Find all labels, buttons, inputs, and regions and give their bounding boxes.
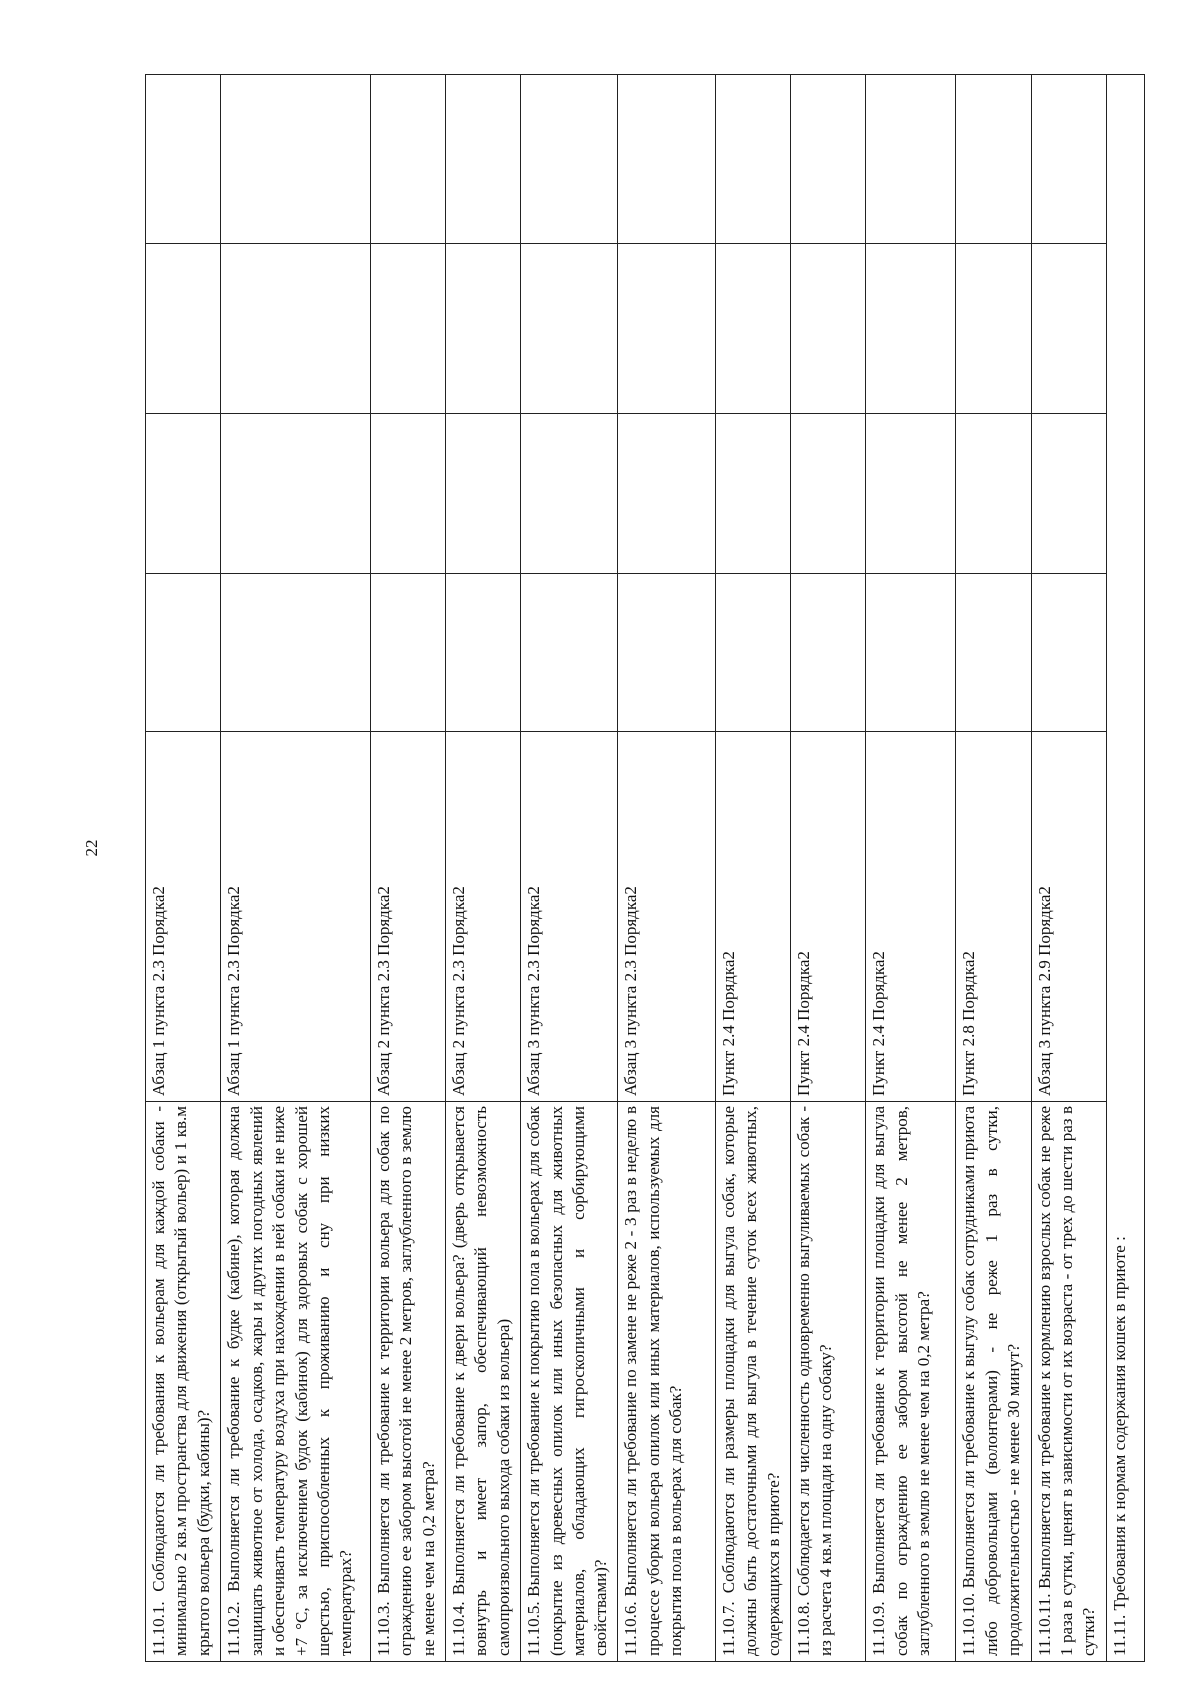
answer-cell[interactable] xyxy=(866,574,956,732)
comment-cell[interactable] xyxy=(956,75,1031,244)
answer-cell[interactable] xyxy=(221,414,370,574)
answer-cell[interactable] xyxy=(370,574,445,732)
reference-cell: Абзац 3 пункта 2.3 Порядка2 xyxy=(618,732,715,1102)
question-cell: 11.10.7. Соблюдаются ли размеры площадки для выгула собак, которые должны быть достаточными для выгула в течение суток всех животных, содержащихся в приюте? xyxy=(715,1102,790,1662)
answer-cell[interactable] xyxy=(715,244,790,414)
comment-cell[interactable] xyxy=(445,75,520,244)
answer-cell[interactable] xyxy=(866,244,956,414)
answer-cell[interactable] xyxy=(956,244,1031,414)
answer-cell[interactable] xyxy=(146,574,221,732)
answer-cell[interactable] xyxy=(370,244,445,414)
reference-cell: Абзац 2 пункта 2.3 Порядка2 xyxy=(370,732,445,1102)
table-row xyxy=(790,75,865,1662)
question-cell: 11.10.4. Выполняется ли требование к двери вольера? (дверь открывается вовнутрь и имеет запор, обеспечивающий невозможность самопроизвольного выхода собаки из вольера) xyxy=(445,1102,520,1662)
comment-cell[interactable] xyxy=(146,75,221,244)
answer-cell[interactable] xyxy=(618,574,715,732)
table-row xyxy=(866,75,956,1662)
comment-cell[interactable] xyxy=(715,75,790,244)
answer-cell[interactable] xyxy=(521,574,618,732)
answer-cell[interactable] xyxy=(956,414,1031,574)
table-row xyxy=(146,75,221,1662)
question-cell: 11.10.5. Выполняется ли требование к покрытию пола в вольерах для собак (покрытие из древесных опилок или иных безопасных для животных материалов, обладающих гигроскопичными и сорбирующими свойствами)? xyxy=(521,1102,618,1662)
comment-cell[interactable] xyxy=(521,75,618,244)
comment-cell[interactable] xyxy=(370,75,445,244)
section-heading-cell: 11.11. Требования к нормам содержания кошек в приюте : xyxy=(1106,75,1144,1662)
answer-cell[interactable] xyxy=(221,244,370,414)
question-cell: 11.10.11. Выполняется ли требование к кормлению взрослых собак не реже 1 раза в сутки, щенят в зависимости от их возраста - от трех до шести раз в сутки? xyxy=(1031,1102,1106,1662)
question-cell: 11.10.8. Соблюдается ли численность одновременно выгуливаемых собак - из расчета 4 кв.м площади на одну собаку? xyxy=(790,1102,865,1662)
answer-cell[interactable] xyxy=(445,574,520,732)
reference-cell: Абзац 1 пункта 2.3 Порядка2 xyxy=(146,732,221,1102)
rotated-table-container xyxy=(145,75,1145,1662)
question-cell: 11.10.2. Выполняется ли требование к будке (кабине), которая должна защищать животное от холода, осадков, жары и других погодных явлений и обеспечивать температуру воздуха при нахождении в ней собаки не ниже +7 °С, за исключением будок (кабинок) для здоровых собак с хорошей шерстью, приспособленных к проживанию и сну при низких температурах? xyxy=(221,1102,370,1662)
table-row xyxy=(370,75,445,1662)
table-frame xyxy=(145,75,1145,1662)
answer-cell[interactable] xyxy=(1031,574,1106,732)
answer-cell[interactable] xyxy=(618,414,715,574)
answer-cell[interactable] xyxy=(790,414,865,574)
table-row xyxy=(956,75,1031,1662)
reference-cell: Абзац 1 пункта 2.3 Порядка2 xyxy=(221,732,370,1102)
reference-cell: Абзац 3 пункта 2.9 Порядка2 xyxy=(1031,732,1106,1102)
table-row xyxy=(715,75,790,1662)
reference-cell: Абзац 3 пункта 2.3 Порядка2 xyxy=(521,732,618,1102)
question-cell: 11.10.3. Выполняется ли требование к территории вольера для собак по ограждению ее забором высотой не менее 2 метров, заглубленного в землю не менее чем на 0,2 метра? xyxy=(370,1102,445,1662)
answer-cell[interactable] xyxy=(618,244,715,414)
answer-cell[interactable] xyxy=(445,244,520,414)
section-row xyxy=(1106,75,1144,1662)
answer-cell[interactable] xyxy=(956,574,1031,732)
question-cell: 11.10.9. Выполняется ли требование к территории площадки для выгула собак по ограждению ее забором высотой не менее 2 метров, заглубленного в землю не менее чем на 0,2 метра? xyxy=(866,1102,956,1662)
answer-cell[interactable] xyxy=(146,414,221,574)
comment-cell[interactable] xyxy=(221,75,370,244)
answer-cell[interactable] xyxy=(221,574,370,732)
question-cell: 11.10.10. Выполняется ли требование к выгулу собак сотрудниками приюта либо добровольцами (волонтерами) - не реже 1 раз в сутки, продолжительностью - не менее 30 минут? xyxy=(956,1102,1031,1662)
answer-cell[interactable] xyxy=(1031,414,1106,574)
answer-cell[interactable] xyxy=(1031,244,1106,414)
answer-cell[interactable] xyxy=(521,244,618,414)
table-row xyxy=(618,75,715,1662)
comment-cell[interactable] xyxy=(866,75,956,244)
table-row xyxy=(1031,75,1106,1662)
table-row xyxy=(445,75,520,1662)
reference-cell: Пункт 2.4 Порядка2 xyxy=(790,732,865,1102)
reference-cell: Абзац 2 пункта 2.3 Порядка2 xyxy=(445,732,520,1102)
reference-cell: Пункт 2.4 Порядка2 xyxy=(866,732,956,1102)
comment-cell[interactable] xyxy=(1031,75,1106,244)
answer-cell[interactable] xyxy=(790,244,865,414)
answer-cell[interactable] xyxy=(445,414,520,574)
answer-cell[interactable] xyxy=(866,414,956,574)
table-row xyxy=(521,75,618,1662)
page-number: 22 xyxy=(82,839,101,857)
answer-cell[interactable] xyxy=(715,414,790,574)
question-cell: 11.10.1. Соблюдаются ли требования к вольерам для каждой собаки - минимально 2 кв.м пространства для движения (открытый вольер) и 1 кв.м крытого вольера (будки, кабины)? xyxy=(146,1102,221,1662)
table-row xyxy=(221,75,370,1662)
comment-cell[interactable] xyxy=(790,75,865,244)
reference-cell: Пункт 2.4 Порядка2 xyxy=(715,732,790,1102)
answer-cell[interactable] xyxy=(521,414,618,574)
answer-cell[interactable] xyxy=(370,414,445,574)
answer-cell[interactable] xyxy=(790,574,865,732)
reference-cell: Пункт 2.8 Порядка2 xyxy=(956,732,1031,1102)
comment-cell[interactable] xyxy=(618,75,715,244)
answer-cell[interactable] xyxy=(146,244,221,414)
checklist-table xyxy=(145,74,1145,1662)
question-cell: 11.10.6. Выполняется ли требование по замене не реже 2 - 3 раз в неделю в процессе уборки вольера опилок или иных материалов, используемых для покрытия пола в вольерах для собак? xyxy=(618,1102,715,1662)
answer-cell[interactable] xyxy=(715,574,790,732)
